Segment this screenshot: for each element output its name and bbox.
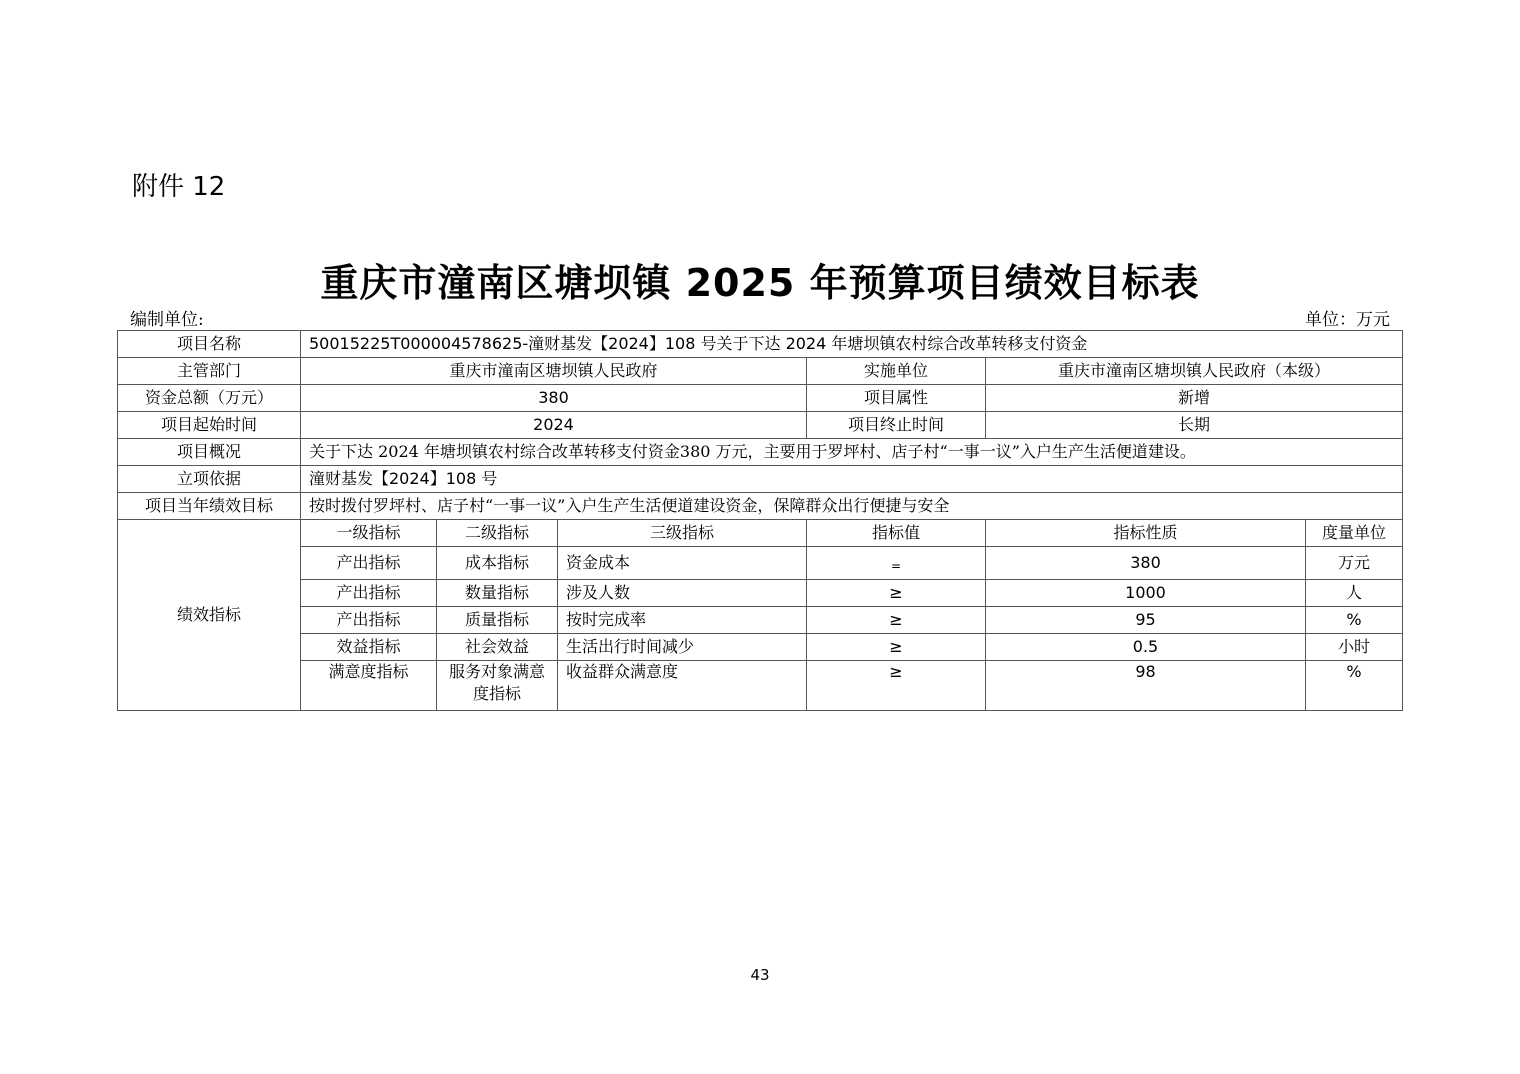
indicator-op: ≥ [807, 607, 986, 634]
indicator-level1: 产出指标 [301, 580, 437, 607]
funding-value: 380 [301, 385, 807, 412]
indicator-unit: % [1306, 607, 1403, 634]
project-name-value: 50015225T000004578625-潼财基发【2024】108 号关于下达 2024 年塘坝镇农村综合改革转移支付资金 [301, 331, 1403, 358]
indicator-row [118, 661, 1403, 711]
header-indicator-value: 指标值 [807, 520, 986, 547]
indicator-level2: 成本指标 [437, 547, 558, 580]
indicator-value: 95 [986, 607, 1306, 634]
indicator-row [118, 634, 1403, 661]
indicator-level3: 收益群众满意度 [558, 661, 807, 711]
row-project-name [118, 331, 1403, 358]
indicator-unit: 人 [1306, 580, 1403, 607]
indicator-level1: 效益指标 [301, 634, 437, 661]
start-value: 2024 [301, 412, 807, 439]
end-label: 项目终止时间 [807, 412, 986, 439]
indicator-op: ≥ [807, 661, 986, 711]
row-overview [118, 439, 1403, 466]
page-number: 43 [750, 966, 770, 984]
indicator-row [118, 547, 1403, 580]
performance-target-table [117, 330, 1403, 711]
indicator-value: 0.5 [986, 634, 1306, 661]
row-department [118, 358, 1403, 385]
goal-value: 按时拨付罗坪村、店子村“一事一议”入户生产生活便道建设资金，保障群众出行便捷与安全 [301, 493, 1403, 520]
indicator-level2: 质量指标 [437, 607, 558, 634]
funding-label: 资金总额（万元） [118, 385, 301, 412]
row-basis [118, 466, 1403, 493]
indicator-op: ≥ [807, 634, 986, 661]
overview-value: 关于下达 2024 年塘坝镇农村综合改革转移支付资金380 万元，主要用于罗坪村、店子村“一事一议”入户生产生活便道建设。 [301, 439, 1403, 466]
attachment-label: 附件 12 [132, 172, 226, 202]
indicator-unit: 小时 [1306, 634, 1403, 661]
implementer-label: 实施单位 [807, 358, 986, 385]
header-level1: 一级指标 [301, 520, 437, 547]
indicator-value: 98 [986, 661, 1306, 711]
indicator-level3: 生活出行时间减少 [558, 634, 807, 661]
indicator-level3: 涉及人数 [558, 580, 807, 607]
project-name-label: 项目名称 [118, 331, 301, 358]
overview-label: 项目概况 [118, 439, 301, 466]
header-level3: 三级指标 [558, 520, 807, 547]
header-level2: 二级指标 [437, 520, 558, 547]
basis-label: 立项依据 [118, 466, 301, 493]
header-indicator-nature: 指标性质 [986, 520, 1306, 547]
indicator-row [118, 607, 1403, 634]
indicator-level1: 产出指标 [301, 607, 437, 634]
indicator-header-row [118, 520, 1403, 547]
department-label: 主管部门 [118, 358, 301, 385]
indicator-unit: 万元 [1306, 547, 1403, 580]
start-label: 项目起始时间 [118, 412, 301, 439]
indicator-value: 1000 [986, 580, 1306, 607]
indicator-level2: 社会效益 [437, 634, 558, 661]
end-value: 长期 [986, 412, 1403, 439]
indicator-row [118, 580, 1403, 607]
indicator-level2: 数量指标 [437, 580, 558, 607]
row-period [118, 412, 1403, 439]
indicator-value: 380 [986, 547, 1306, 580]
basis-value: 潼财基发【2024】108 号 [301, 466, 1403, 493]
attribute-label: 项目属性 [807, 385, 986, 412]
indicator-level1: 满意度指标 [301, 661, 437, 711]
unit-label: 单位：万元 [1305, 310, 1390, 330]
indicator-level1: 产出指标 [301, 547, 437, 580]
row-funding [118, 385, 1403, 412]
indicator-level3: 按时完成率 [558, 607, 807, 634]
indicator-level3: 资金成本 [558, 547, 807, 580]
document-title: 重庆市潼南区塘坝镇 2025 年预算项目绩效目标表 [320, 261, 1200, 305]
goal-label: 项目当年绩效目标 [118, 493, 301, 520]
header-unit: 度量单位 [1306, 520, 1403, 547]
indicator-op: ≥ [807, 580, 986, 607]
indicator-unit: % [1306, 661, 1403, 711]
indicator-section-label: 绩效指标 [118, 520, 301, 711]
indicator-op: = [807, 547, 986, 580]
attribute-value: 新增 [986, 385, 1403, 412]
indicator-level2: 服务对象满意度指标 [437, 661, 558, 711]
implementer-value: 重庆市潼南区塘坝镇人民政府（本级） [986, 358, 1403, 385]
row-goal [118, 493, 1403, 520]
department-value: 重庆市潼南区塘坝镇人民政府 [301, 358, 807, 385]
org-label: 编制单位: [130, 310, 204, 330]
